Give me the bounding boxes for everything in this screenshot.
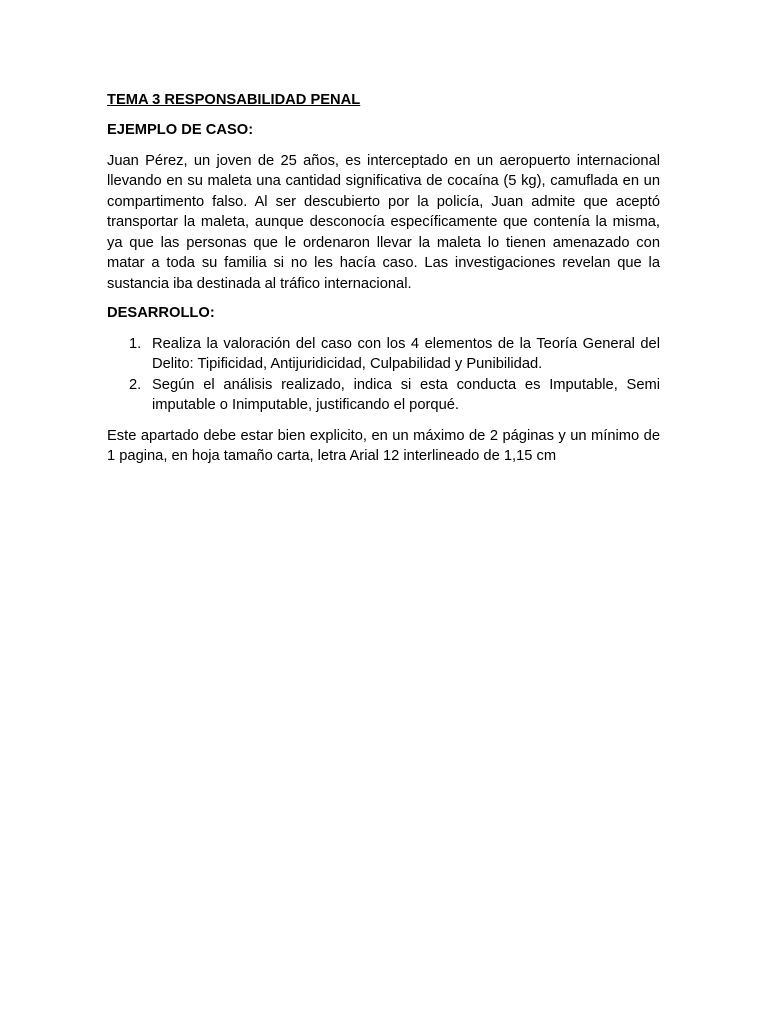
- task-number: 1.: [129, 335, 142, 352]
- task-list: [107, 334, 660, 416]
- case-paragraph: Juan Pérez, un joven de 25 años, es interceptado en un aeropuerto internacional llevando en su maleta una cantidad significativa de cocaína (5 kg), camuflada en un compartimento falso. Al ser descubierto por la policía, Juan admite que aceptó transportar la maleta, aunque desconocía específicamente que contenía la misma, ya que las personas que le ordenaron llevar la maleta lo tienen amenazado con matar a toda su familia si no les hacía caso. Las investigaciones revelan que la sustancia iba destinada al tráfico internacional.: [107, 152, 660, 292]
- development-heading: DESARROLLO:: [107, 305, 215, 321]
- task-text: Realiza la valoración del caso con los 4 elementos de la Teoría General del Delito: Tipificidad, Antijuridicidad, Culpabilidad y Punibilidad.: [152, 335, 660, 372]
- document-title: TEMA 3 RESPONSABILIDAD PENAL: [107, 92, 361, 108]
- task-item-1: [107, 334, 660, 375]
- format-note-paragraph: Este apartado debe estar bien explicito, en un máximo de 2 páginas y un mínimo de 1 pagina, en hoja tamaño carta, letra Arial 12 interlineado de 1,15 cm: [107, 427, 660, 464]
- task-number: 2.: [129, 376, 142, 393]
- case-heading: EJEMPLO DE CASO:: [107, 122, 254, 138]
- document-page: [107, 90, 660, 467]
- task-text: Según el análisis realizado, indica si esta conducta es Imputable, Semi imputable o Inimputable, justificando el porqué.: [152, 376, 660, 413]
- task-item-2: [107, 375, 660, 416]
